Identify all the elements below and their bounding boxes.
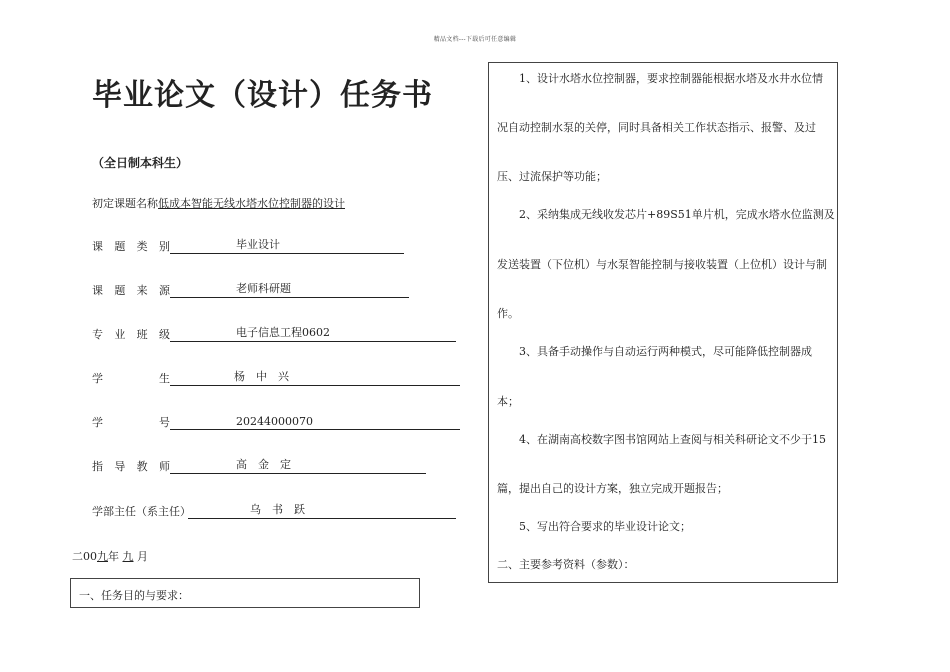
field-value: 乌 书 跃 bbox=[250, 503, 305, 516]
field-line bbox=[170, 458, 426, 474]
field-value: 20244000070 bbox=[236, 415, 313, 428]
requirement-line: 作。 bbox=[497, 307, 519, 320]
field-category bbox=[92, 238, 404, 254]
date-month: 九 bbox=[122, 550, 134, 563]
field-student-id bbox=[92, 414, 460, 430]
requirement-line: 4、在湖南高校数字图书馆网站上查阅与相关科研论文不少于15 bbox=[519, 433, 826, 446]
field-value: 毕业设计 bbox=[236, 238, 280, 251]
field-line bbox=[170, 414, 460, 430]
field-line bbox=[170, 282, 409, 298]
topic-value: 低成本智能无线水塔水位控制器的设计 bbox=[158, 197, 345, 210]
field-source bbox=[92, 282, 409, 298]
field-label: 课 题 来 源 bbox=[92, 284, 170, 297]
requirement-line: 1、设计水塔水位控制器，要求控制器能根据水塔及水井水位情 bbox=[519, 72, 823, 85]
task-purpose-heading: 一、任务目的与要求： bbox=[79, 589, 189, 602]
page-subtitle: （全日制本科生） bbox=[92, 156, 189, 170]
field-line bbox=[188, 503, 456, 519]
requirement-line: 3、具备手动操作与自动运行两种模式，尽可能降低控制器成 bbox=[519, 345, 812, 358]
field-line bbox=[170, 238, 404, 254]
header-note: 精品文档---下载后可任意编辑 bbox=[433, 36, 517, 43]
task-purpose-box bbox=[70, 578, 420, 608]
date-prefix: 二00 bbox=[72, 550, 97, 563]
field-value: 杨 中 兴 bbox=[234, 370, 289, 383]
requirement-line: 5、写出符合要求的毕业设计论文； bbox=[519, 520, 691, 533]
field-value: 高 金 定 bbox=[236, 458, 291, 471]
requirement-line: 况自动控制水泵的关停，同时具备相关工作状态指示、报警、及过 bbox=[497, 121, 816, 134]
field-label: 指 导 教 师 bbox=[92, 460, 170, 473]
page-title: 毕业论文（设计）任务书 bbox=[92, 78, 433, 113]
field-student bbox=[92, 370, 460, 386]
requirement-line: 发送装置（下位机）与水泵智能控制与接收装置（上位机）设计与制 bbox=[497, 258, 827, 271]
date-year-suffix: 年 bbox=[108, 550, 119, 563]
date-line bbox=[72, 548, 148, 564]
date-month-suffix: 月 bbox=[137, 550, 148, 563]
field-line bbox=[170, 370, 460, 386]
requirement-line: 篇，提出自己的设计方案，独立完成开题报告； bbox=[497, 482, 728, 495]
field-class bbox=[92, 326, 456, 342]
field-value: 老师科研题 bbox=[236, 282, 291, 295]
task-requirements-box bbox=[488, 62, 838, 583]
topic-label: 初定课题名称 bbox=[92, 197, 158, 210]
field-label: 学部主任（系主任） bbox=[92, 505, 191, 518]
field-advisor bbox=[92, 458, 426, 474]
requirement-line: 本； bbox=[497, 395, 519, 408]
field-label: 专 业 班 级 bbox=[92, 328, 170, 341]
field-line bbox=[170, 326, 456, 342]
field-label: 学 生 bbox=[92, 372, 170, 385]
references-heading: 二、主要参考资料（参数）： bbox=[497, 558, 635, 571]
requirement-line: 2、采纳集成无线收发芯片+89S51单片机，完成水塔水位监测及 bbox=[519, 208, 835, 221]
requirement-line: 压、过流保护等功能； bbox=[497, 170, 607, 183]
field-director bbox=[92, 503, 456, 519]
field-label: 课 题 类 别 bbox=[92, 240, 170, 253]
topic-row bbox=[92, 195, 345, 211]
field-value: 电子信息工程0602 bbox=[236, 326, 330, 339]
field-label: 学 号 bbox=[92, 416, 170, 429]
date-year: 九 bbox=[97, 550, 108, 563]
